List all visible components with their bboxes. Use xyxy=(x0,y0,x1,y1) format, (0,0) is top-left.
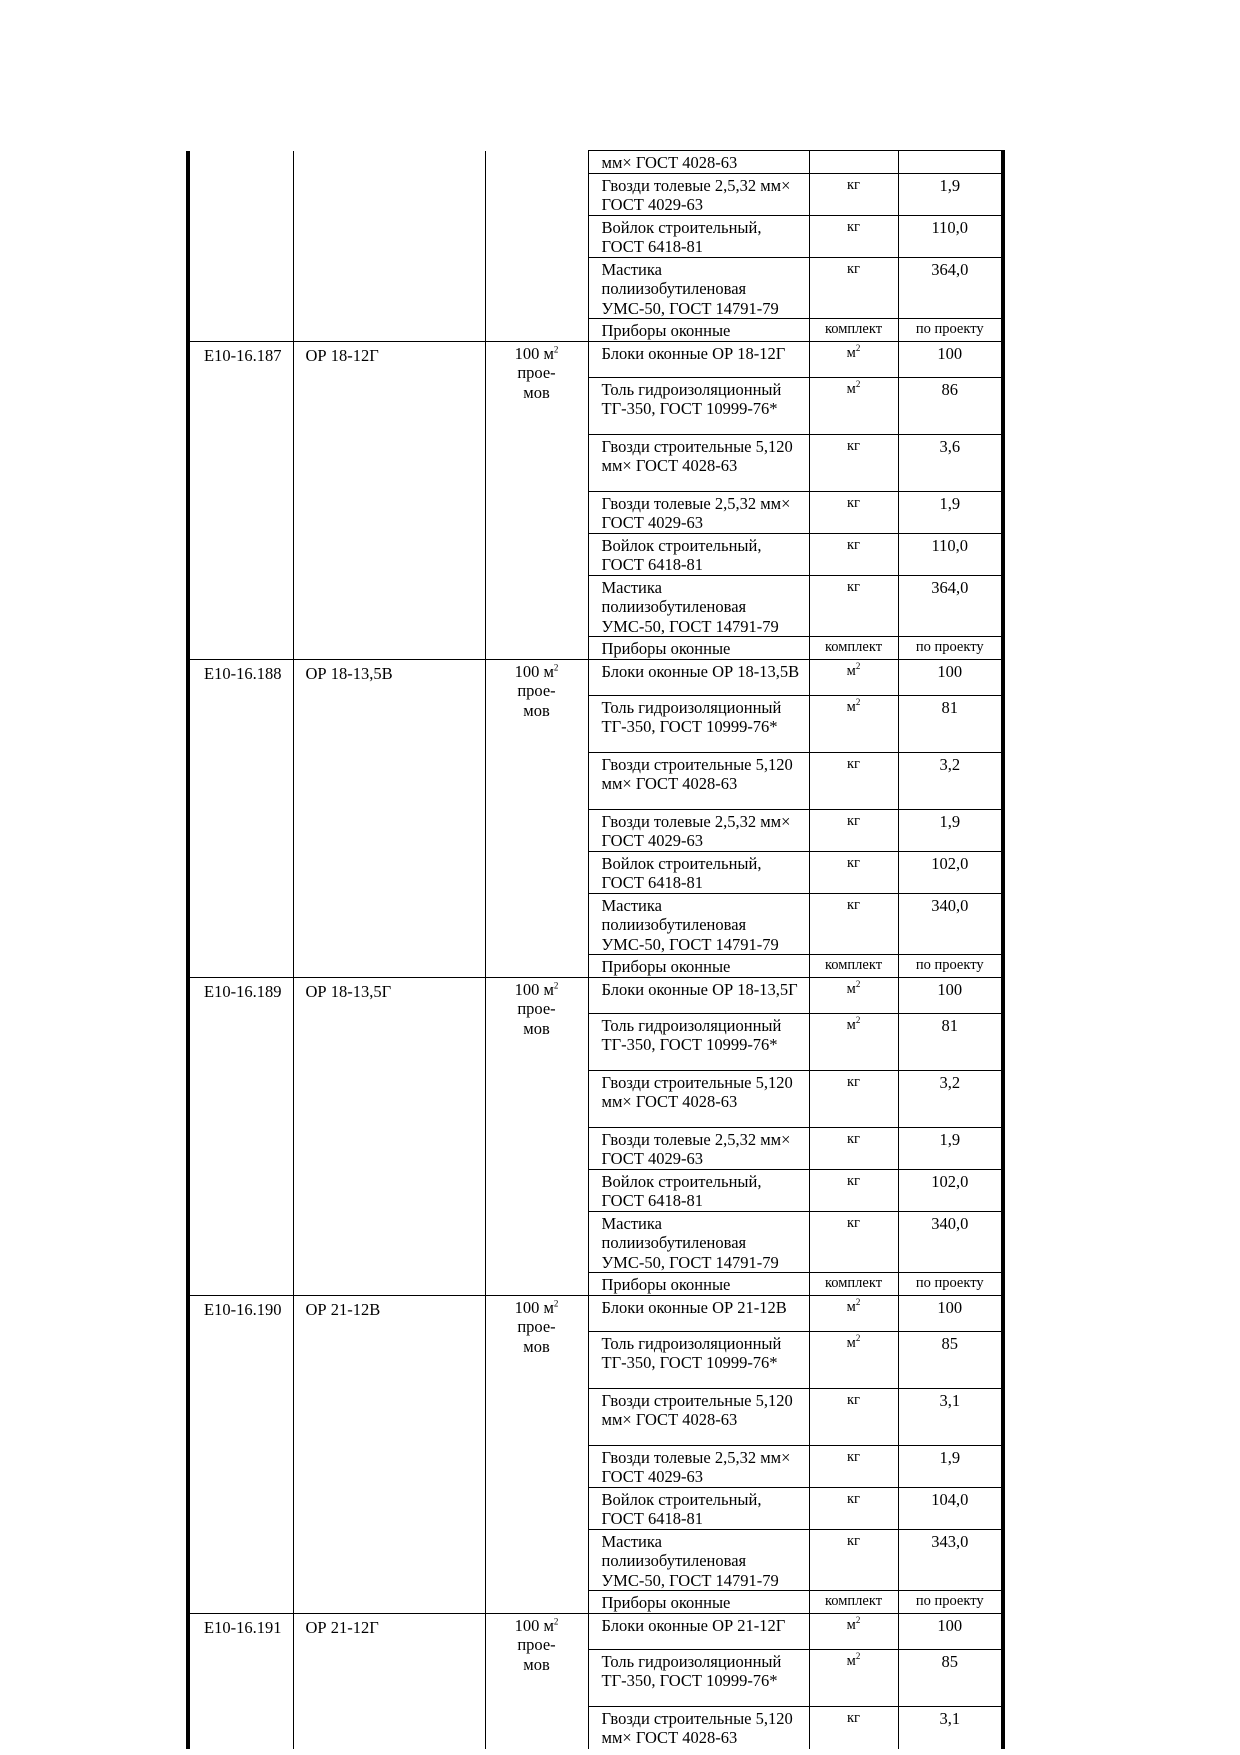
material-cell: Толь гидроизоляционный ТГ-350, ГОСТ 10999-76* xyxy=(588,1649,809,1706)
norm-group-row xyxy=(188,1613,1003,1649)
unit-of-measure-cell: кг xyxy=(809,1706,898,1749)
unit-of-measure-cell: кг xyxy=(809,1487,898,1529)
measure-unit-cell xyxy=(485,659,588,977)
unit-of-measure-cell: кг xyxy=(809,752,898,809)
quantity-cell: 102,0 xyxy=(898,851,1003,893)
unit-of-measure-cell: комплект xyxy=(809,319,898,342)
quantity-cell: 102,0 xyxy=(898,1169,1003,1211)
quantity-cell: 100 xyxy=(898,659,1003,695)
unit-of-measure-cell: кг xyxy=(809,257,898,319)
unit-of-measure-cell: комплект xyxy=(809,1273,898,1296)
material-cell: Войлок строительный, ГОСТ 6418-81 xyxy=(588,215,809,257)
quantity-cell: 3,2 xyxy=(898,752,1003,809)
measure-unit-cell xyxy=(485,1613,588,1749)
table-body xyxy=(188,151,1003,1749)
material-cell: Приборы оконные xyxy=(588,1273,809,1296)
material-cell: Гвозди толевые 2,5,32 мм× ГОСТ 4029-63 xyxy=(588,173,809,215)
unit-of-measure-cell: кг xyxy=(809,1169,898,1211)
measure-unit-line: мов xyxy=(523,382,550,402)
measure-unit-line: мов xyxy=(523,1336,550,1356)
material-cell: Приборы оконные xyxy=(588,1591,809,1614)
name-cell xyxy=(293,151,485,342)
quantity-cell: 81 xyxy=(898,695,1003,752)
quantity-cell: по проекту xyxy=(898,1591,1003,1614)
unit-of-measure-cell: кг xyxy=(809,491,898,533)
unit-of-measure-cell: кг xyxy=(809,1211,898,1273)
unit-of-measure-cell: $м^2$ xyxy=(809,341,898,377)
unit-of-measure-cell: $м^2$ xyxy=(809,377,898,434)
quantity-cell: 86 xyxy=(898,377,1003,434)
table-row xyxy=(188,151,1003,174)
material-cell: Мастика полиизобутиленовая УМС-50, ГОСТ 14791-79 xyxy=(588,1211,809,1273)
quantity-cell: 81 xyxy=(898,1013,1003,1070)
quantity-cell: 1,9 xyxy=(898,173,1003,215)
measure-unit-line: прое- xyxy=(517,1635,556,1654)
material-cell: Войлок строительный, ГОСТ 6418-81 xyxy=(588,1169,809,1211)
material-cell: Гвозди строительные 5,120 мм× ГОСТ 4028-63 xyxy=(588,1070,809,1127)
material-cell: Блоки оконные ОР 18-12Г xyxy=(588,341,809,377)
unit-of-measure-cell: комплект xyxy=(809,955,898,978)
material-cell: Гвозди строительные 5,120 мм× ГОСТ 4028-63 xyxy=(588,434,809,491)
window-type-name: ОР 21-12В xyxy=(293,1295,485,1613)
material-cell: Блоки оконные ОР 21-12В xyxy=(588,1295,809,1331)
measure-unit-line: 100 $м^2$ xyxy=(514,343,559,363)
document-page xyxy=(186,150,1001,1749)
material-cell: Войлок строительный, ГОСТ 6418-81 xyxy=(588,533,809,575)
quantity-cell: по проекту xyxy=(898,1273,1003,1296)
material-cell: Блоки оконные ОР 18-13,5Г xyxy=(588,977,809,1013)
material-cell: мм× ГОСТ 4028-63 xyxy=(588,151,809,174)
unit-of-measure-cell: кг xyxy=(809,1127,898,1169)
material-cell: Толь гидроизоляционный ТГ-350, ГОСТ 10999-76* xyxy=(588,695,809,752)
unit-of-measure-cell: кг xyxy=(809,893,898,955)
quantity-cell: 110,0 xyxy=(898,533,1003,575)
unit-of-measure-cell: $м^2$ xyxy=(809,695,898,752)
material-cell: Мастика полиизобутиленовая УМС-50, ГОСТ 14791-79 xyxy=(588,575,809,637)
material-cell: Войлок строительный, ГОСТ 6418-81 xyxy=(588,851,809,893)
quantity-cell: 85 xyxy=(898,1331,1003,1388)
material-cell: Гвозди строительные 5,120 мм× ГОСТ 4028-63 xyxy=(588,1388,809,1445)
measure-unit-line: прое- xyxy=(517,999,556,1018)
unit-of-measure-cell: $м^2$ xyxy=(809,1613,898,1649)
window-type-name: ОР 18-13,5В xyxy=(293,659,485,977)
unit-of-measure-cell: $м^2$ xyxy=(809,977,898,1013)
measure-unit-line: 100 $м^2$ xyxy=(514,1297,559,1317)
quantity-cell: 110,0 xyxy=(898,215,1003,257)
measure-unit-line: мов xyxy=(523,1018,550,1038)
material-cell: Блоки оконные ОР 18-13,5В xyxy=(588,659,809,695)
code-cell xyxy=(188,151,293,342)
quantity-cell: 100 xyxy=(898,341,1003,377)
measure-unit-line: прое- xyxy=(517,363,556,382)
quantity-cell: по проекту xyxy=(898,955,1003,978)
quantity-cell: 3,2 xyxy=(898,1070,1003,1127)
quantity-cell: 1,9 xyxy=(898,809,1003,851)
norm-code: Е10-16.188 xyxy=(188,659,293,977)
norm-code: Е10-16.189 xyxy=(188,977,293,1295)
material-cell: Мастика полиизобутиленовая УМС-50, ГОСТ 14791-79 xyxy=(588,893,809,955)
measure-unit-cell xyxy=(485,151,588,342)
window-type-name: ОР 18-13,5Г xyxy=(293,977,485,1295)
quantity-cell: 364,0 xyxy=(898,575,1003,637)
resource-norms-table xyxy=(186,150,1005,1749)
quantity-cell: 104,0 xyxy=(898,1487,1003,1529)
norm-code: Е10-16.191 xyxy=(188,1613,293,1749)
norm-group-row xyxy=(188,1295,1003,1331)
unit-of-measure-cell: кг xyxy=(809,533,898,575)
quantity-cell: 85 xyxy=(898,1649,1003,1706)
quantity-cell: 340,0 xyxy=(898,893,1003,955)
material-cell: Мастика полиизобутиленовая УМС-50, ГОСТ 14791-79 xyxy=(588,1529,809,1591)
norm-group-row xyxy=(188,659,1003,695)
unit-of-measure-cell: кг xyxy=(809,1445,898,1487)
material-cell: Войлок строительный, ГОСТ 6418-81 xyxy=(588,1487,809,1529)
material-cell: Гвозди толевые 2,5,32 мм× ГОСТ 4029-63 xyxy=(588,809,809,851)
material-cell: Гвозди толевые 2,5,32 мм× ГОСТ 4029-63 xyxy=(588,491,809,533)
unit-of-measure-cell: кг xyxy=(809,215,898,257)
unit-of-measure-cell: кг xyxy=(809,434,898,491)
norm-group-row xyxy=(188,977,1003,1013)
quantity-cell: 1,9 xyxy=(898,1445,1003,1487)
material-cell: Приборы оконные xyxy=(588,637,809,660)
unit-of-measure-cell: комплект xyxy=(809,1591,898,1614)
quantity-cell: по проекту xyxy=(898,637,1003,660)
quantity-cell: 340,0 xyxy=(898,1211,1003,1273)
measure-unit-cell xyxy=(485,341,588,659)
unit-of-measure-cell: кг xyxy=(809,575,898,637)
material-cell: Блоки оконные ОР 21-12Г xyxy=(588,1613,809,1649)
unit-of-measure-cell xyxy=(809,151,898,174)
quantity-cell: 3,1 xyxy=(898,1706,1003,1749)
quantity-cell: 364,0 xyxy=(898,257,1003,319)
material-cell: Гвозди строительные 5,120 мм× ГОСТ 4028-63 xyxy=(588,1706,809,1749)
measure-unit-cell xyxy=(485,977,588,1295)
measure-unit-line: прое- xyxy=(517,1317,556,1336)
quantity-cell: по проекту xyxy=(898,319,1003,342)
unit-of-measure-cell: кг xyxy=(809,851,898,893)
unit-of-measure-cell: кг xyxy=(809,173,898,215)
unit-of-measure-cell: $м^2$ xyxy=(809,1649,898,1706)
unit-of-measure-cell: кг xyxy=(809,1529,898,1591)
norm-code: Е10-16.187 xyxy=(188,341,293,659)
unit-of-measure-cell: кг xyxy=(809,809,898,851)
measure-unit-line: мов xyxy=(523,700,550,720)
quantity-cell: 1,9 xyxy=(898,491,1003,533)
quantity-cell: 100 xyxy=(898,1295,1003,1331)
measure-unit-line: прое- xyxy=(517,681,556,700)
quantity-cell: 100 xyxy=(898,1613,1003,1649)
quantity-cell: 3,6 xyxy=(898,434,1003,491)
unit-of-measure-cell: $м^2$ xyxy=(809,1295,898,1331)
measure-unit-cell xyxy=(485,1295,588,1613)
material-cell: Толь гидроизоляционный ТГ-350, ГОСТ 10999-76* xyxy=(588,377,809,434)
quantity-cell xyxy=(898,151,1003,174)
material-cell: Гвозди толевые 2,5,32 мм× ГОСТ 4029-63 xyxy=(588,1127,809,1169)
measure-unit-line: 100 $м^2$ xyxy=(514,979,559,999)
material-cell: Толь гидроизоляционный ТГ-350, ГОСТ 10999-76* xyxy=(588,1013,809,1070)
material-cell: Приборы оконные xyxy=(588,319,809,342)
unit-of-measure-cell: $м^2$ xyxy=(809,1331,898,1388)
material-cell: Толь гидроизоляционный ТГ-350, ГОСТ 10999-76* xyxy=(588,1331,809,1388)
unit-of-measure-cell: $м^2$ xyxy=(809,1013,898,1070)
unit-of-measure-cell: кг xyxy=(809,1388,898,1445)
quantity-cell: 343,0 xyxy=(898,1529,1003,1591)
unit-of-measure-cell: $м^2$ xyxy=(809,659,898,695)
material-cell: Мастика полиизобутиленовая УМС-50, ГОСТ 14791-79 xyxy=(588,257,809,319)
norm-group-row xyxy=(188,341,1003,377)
material-cell: Гвозди толевые 2,5,32 мм× ГОСТ 4029-63 xyxy=(588,1445,809,1487)
unit-of-measure-cell: комплект xyxy=(809,637,898,660)
quantity-cell: 1,9 xyxy=(898,1127,1003,1169)
quantity-cell: 100 xyxy=(898,977,1003,1013)
measure-unit-line: мов xyxy=(523,1654,550,1674)
measure-unit-line: 100 $м^2$ xyxy=(514,1615,559,1635)
unit-of-measure-cell: кг xyxy=(809,1070,898,1127)
quantity-cell: 3,1 xyxy=(898,1388,1003,1445)
material-cell: Гвозди строительные 5,120 мм× ГОСТ 4028-63 xyxy=(588,752,809,809)
measure-unit-line: 100 $м^2$ xyxy=(514,661,559,681)
material-cell: Приборы оконные xyxy=(588,955,809,978)
norm-code: Е10-16.190 xyxy=(188,1295,293,1613)
window-type-name: ОР 18-12Г xyxy=(293,341,485,659)
window-type-name: ОР 21-12Г xyxy=(293,1613,485,1749)
